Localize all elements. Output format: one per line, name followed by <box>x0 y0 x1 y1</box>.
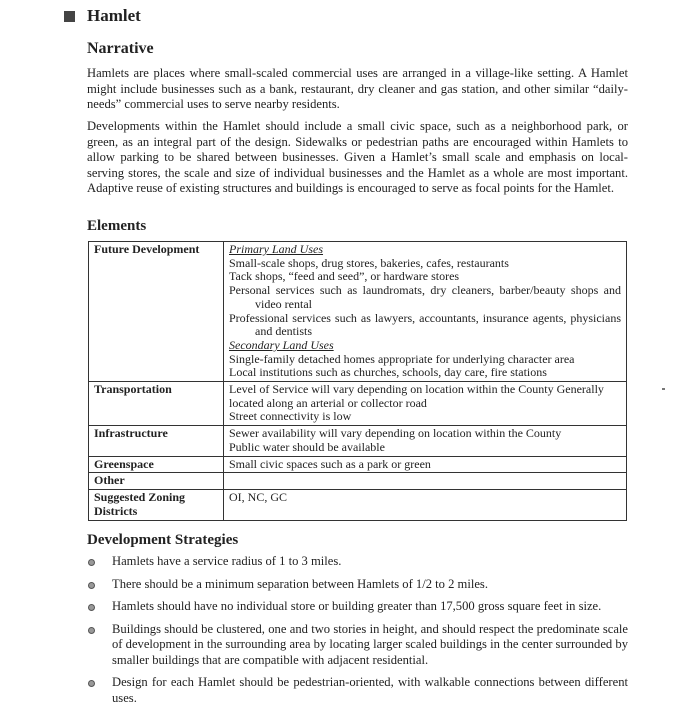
list-item <box>88 599 628 615</box>
bullet-icon <box>88 559 95 566</box>
row-label: Other <box>89 473 224 490</box>
list-item <box>88 577 628 593</box>
secondary-land-uses-heading: Secondary Land Uses <box>229 337 334 352</box>
list-item <box>88 622 628 669</box>
row-label: Infrastructure <box>89 426 224 456</box>
narrative-paragraph-2: Developments within the Hamlet should include a small civic space, such as a neighborhood park, or green, as an integral part of the design. Sidewalks or pedestrian paths are encouraged within Hamlets to allow parking to be shared between businesses. Given a Hamlet’s small scale and emphasis on local-serving stores, the scale and size of individual businesses and the Hamlet as a whole are most important. Adaptive reuse of existing structures and buildings is encouraged to serve as focal points for the Hamlet. <box>87 119 628 195</box>
narrative-heading: Narrative <box>87 40 154 57</box>
row-label: Suggested Zoning Districts <box>89 489 224 520</box>
bullet-icon <box>88 627 95 634</box>
section-heading <box>64 6 141 26</box>
row-label: Future Development <box>89 242 224 382</box>
list-item: Single-family detached homes appropriate for underlying character area <box>229 351 575 366</box>
primary-land-uses-heading: Primary Land Uses <box>229 242 324 256</box>
list-item: Professional services such as lawyers, accountants, insurance agents, physicians and dentists <box>229 310 621 339</box>
table-row-greenspace <box>89 456 627 473</box>
row-content: OI, NC, GC <box>224 489 627 520</box>
table-row-other <box>89 473 627 490</box>
row-content <box>224 426 627 456</box>
row-label: Greenspace <box>89 456 224 473</box>
list-item-text: Buildings should be clustered, one and two stories in height, and should respect the predominate scale of development in the surrounding area by locating larger scaled buildings in the center surrounded by smaller buildings that are compatible with adjacent residential. <box>112 621 628 667</box>
elements-table <box>88 241 627 521</box>
list-item <box>88 675 628 706</box>
table-row-zoning <box>89 489 627 520</box>
list-item-text: Hamlets should have no individual store or building greater than 17,500 gross square feet in size. <box>112 599 602 613</box>
list-item: Sewer availability will vary depending on location within the County <box>229 426 562 441</box>
list-item: Level of Service will vary depending on location within the County Generally located along an arterial or collector road <box>229 382 604 410</box>
elements-heading: Elements <box>87 218 147 234</box>
bullet-icon <box>88 604 95 611</box>
square-bullet-icon <box>64 11 75 22</box>
row-content: Small civic spaces such as a park or green <box>224 456 627 473</box>
row-content <box>224 473 627 490</box>
row-label: Transportation <box>89 382 224 426</box>
list-item-text: There should be a minimum separation between Hamlets of 1/2 to 2 miles. <box>112 576 488 591</box>
table-row-infrastructure <box>89 426 627 456</box>
list-item: Tack shops, “feed and seed”, or hardware stores <box>229 269 460 284</box>
list-item: Personal services such as laundromats, dry cleaners, barber/beauty shops and video rental <box>229 283 621 311</box>
section-title: Hamlet <box>87 6 141 25</box>
list-item: Public water should be available <box>229 439 385 454</box>
list-item <box>88 554 628 570</box>
bullet-icon <box>88 680 95 687</box>
strategies-list <box>88 554 628 706</box>
table-row-transportation <box>89 382 627 426</box>
narrative-paragraph-1: Hamlets are places where small-scaled commercial uses are arranged in a village-like setting. A Hamlet might include businesses such as a bank, restaurant, dry cleaner and gas station, and other similar “daily-needs” commercial uses to serve nearby residents. <box>87 66 628 111</box>
list-item-text: Hamlets have a service radius of 1 to 3 miles. <box>112 554 342 568</box>
strategies-heading: Development Strategies <box>87 532 239 548</box>
list-item: Street connectivity is low <box>229 409 352 424</box>
list-item: Small-scale shops, drug stores, bakeries, cafes, restaurants <box>229 255 509 270</box>
table-row-future-development <box>89 242 627 382</box>
list-item: Local institutions such as churches, schools, day care, fire stations <box>229 365 547 380</box>
bullet-icon <box>88 582 95 589</box>
margin-mark <box>662 388 665 390</box>
list-item-text: Design for each Hamlet should be pedestrian-oriented, with walkable connections between different uses. <box>112 675 628 705</box>
row-content <box>224 382 627 426</box>
row-content <box>224 242 627 382</box>
